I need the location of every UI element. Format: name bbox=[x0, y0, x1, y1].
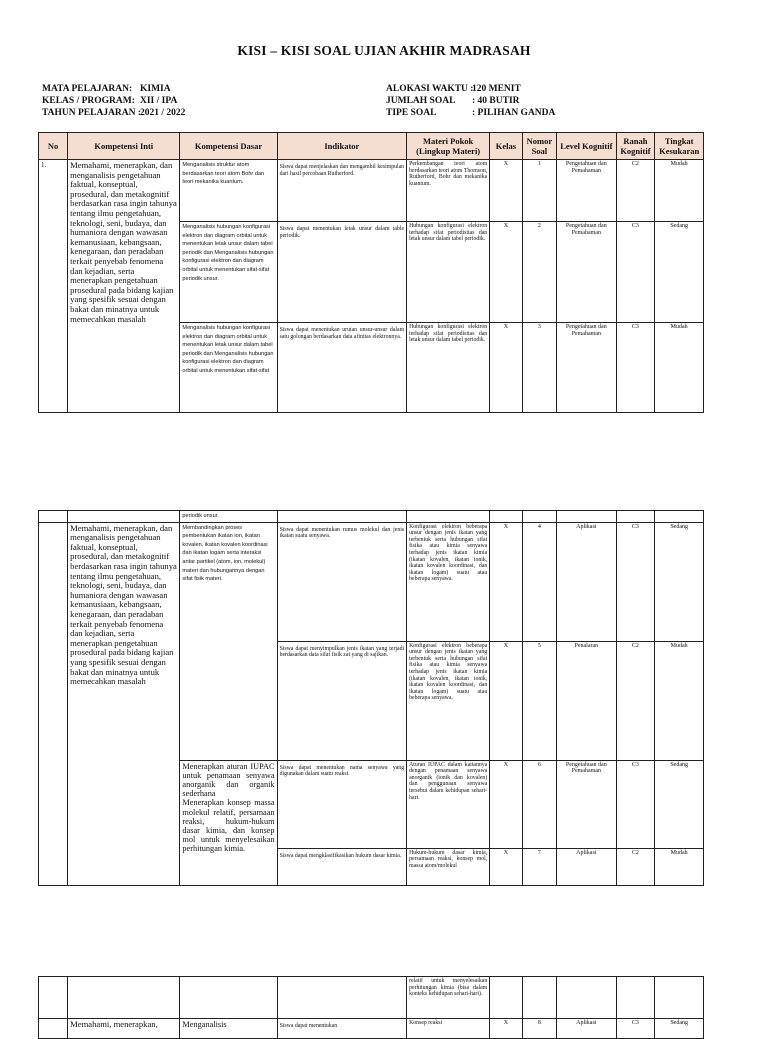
kelas-value: XII / IPA bbox=[140, 96, 178, 106]
level-kognitif-cell: Aplikasi bbox=[557, 848, 616, 885]
waktu-label: ALOKASI WAKTU : bbox=[386, 84, 474, 94]
ranah-kognitif-cell: C3 bbox=[616, 522, 655, 641]
row-number bbox=[39, 1019, 68, 1039]
indikator-cell: Siswa dapat mengklasifikasikan hukum dasar kimia. bbox=[277, 848, 407, 885]
header-row bbox=[39, 133, 704, 160]
tingkat-kesukaran-cell: Sedang bbox=[655, 522, 704, 641]
kelas-cell: X bbox=[490, 222, 522, 323]
kelas-cell: X bbox=[490, 160, 522, 222]
nomor-soal-cell: 7 bbox=[522, 848, 557, 885]
materi-pokok-cell: Konsep reaksi bbox=[407, 1019, 490, 1039]
nomor-soal-cell bbox=[522, 511, 557, 523]
ranah-kognitif-cell bbox=[616, 977, 655, 1019]
tahun-value: 2021 / 2022 bbox=[140, 108, 186, 118]
level-kognitif-cell: Aplikasi bbox=[557, 1019, 616, 1039]
kompetensi-dasar-cell: periodik unsur. bbox=[180, 511, 277, 523]
tingkat-kesukaran-cell: Sedang bbox=[655, 1019, 704, 1039]
indikator-cell: Siswa dapat menentukan urutan unsur-unsur dalam satu golongan berdasarkan data afinitas elektronnya. bbox=[277, 323, 407, 413]
header-no: No bbox=[39, 133, 68, 160]
nomor-soal-cell: 4 bbox=[522, 522, 557, 641]
indikator-cell bbox=[277, 511, 407, 523]
tingkat-kesukaran-cell bbox=[655, 511, 704, 523]
header-materi-pokok: Materi Pokok (Lingkup Materi) bbox=[407, 133, 490, 160]
nomor-soal-cell: 5 bbox=[522, 641, 557, 760]
tingkat-kesukaran-cell: Sedang bbox=[655, 222, 704, 323]
tingkat-kesukaran-cell: Mudah bbox=[655, 160, 704, 222]
meta-left bbox=[42, 83, 185, 119]
level-kognitif-cell: Pengetahuan dan Pemahaman bbox=[557, 160, 616, 222]
kd-mol-text: Menerapkan konsep massa molekul relatif, persamaan reaksi, hukum-hukum dasar kimia, dan konsep mol untuk menyelesaikan perhitungan kimia. bbox=[182, 798, 275, 854]
kompetensi-inti-cell bbox=[68, 977, 180, 1019]
row-number bbox=[39, 977, 68, 1019]
ranah-kognitif-cell: C3 bbox=[616, 760, 655, 848]
header-level-kognitif: Level Kognitif bbox=[557, 133, 616, 160]
indikator-cell: Siswa dapat menentukan rumus molekul dan jenis ikatan suatu senyawa. bbox=[277, 522, 407, 641]
header-kelas: Kelas bbox=[490, 133, 522, 160]
nomor-soal-cell bbox=[522, 977, 557, 1019]
mapel-value: KIMIA bbox=[140, 84, 171, 94]
header-ranah-kognitif: Ranah Kognitif bbox=[616, 133, 655, 160]
header-tingkat-kesukaran: Tingkat Kesukaran bbox=[655, 133, 704, 160]
kompetensi-dasar-cell: Menganalisis hubungan konfigurasi elektron dan diagram orbital untuk menentukan letak unsur dalam tabel periodik dan Menganalisis hubungan konfigurasi elektron dan diagram orbital untuk menentukan sifat-sifat bbox=[180, 323, 277, 413]
materi-pokok-cell: Aturan IUPAC dalam kaitannya dengan penamaan senyawa anorganik (ionik dan kovalen) dan penggunaan senyawa tersebut dalam kehidupan sehari-hari. bbox=[407, 760, 490, 848]
kompetensi-inti-cell bbox=[68, 511, 180, 523]
indikator-cell bbox=[277, 977, 407, 1019]
kompetensi-dasar-cell: Menganalisis struktur atom berdasarkan teori atom Bohr dan teori mekanika kuantum. bbox=[180, 160, 277, 222]
ranah-kognitif-cell: C2 bbox=[616, 641, 655, 760]
ranah-kognitif-cell bbox=[616, 511, 655, 523]
ranah-kognitif-cell: C3 bbox=[616, 1019, 655, 1039]
level-kognitif-cell: Pengetahuan dan Pemahaman bbox=[557, 760, 616, 848]
jumlah-label: JUMLAH SOAL bbox=[386, 96, 456, 106]
table-row bbox=[39, 522, 704, 641]
indikator-cell: Siswa dapat menjelaskan dan mengambil kesimpulan dari hasil percobaan Rutherford. bbox=[277, 160, 407, 222]
row-number: 1. bbox=[39, 160, 68, 413]
table-row bbox=[39, 977, 704, 1019]
level-kognitif-cell bbox=[557, 511, 616, 523]
kompetensi-dasar-cell: Menganalisis hubungan konfigurasi elektron dan diagram orbital untuk menentukan letak unsur dalam tabel periodik dan Menganalisis hubungan konfigurasi elektron dan diagram orbital untuk menentukan sifat-sifat periodik unsur. bbox=[180, 222, 277, 323]
ranah-kognitif-cell: C3 bbox=[616, 323, 655, 413]
indikator-cell: Siswa dapat menentukan letak unsur dalam table periodik. bbox=[277, 222, 407, 323]
tahun-label: TAHUN PELAJARAN : bbox=[42, 108, 142, 118]
indikator-cell: Siswa dapat menyimpulkan jenis ikatan yang terjadi berdasarkan data sifat fisik zat yang di sajikan. bbox=[277, 641, 407, 760]
header-indikator: Indikator bbox=[277, 133, 407, 160]
tingkat-kesukaran-cell: Sedang bbox=[655, 760, 704, 848]
kelas-cell: X bbox=[490, 760, 522, 848]
header-kompetensi-inti: Kompetensi Inti bbox=[68, 133, 180, 160]
kompetensi-inti-cell: Memahami, menerapkan, dan menganalisis pengetahuan faktual, konseptual, prosedural, dan metakognitif berdasarkan rasa ingin tahunya tentang ilmu pengetahuan, teknologi, seni, budaya, dan humaniora dengan wawasan kemanusiaan, kebangsaan, kenegaraan, dan peradaban terkait penyebab fenomena dan kejadian, serta menerapkan pengetahuan prosedural pada bidang kajian yang spesifik sesuai dengan bakat dan minatnya untuk memecahkan masalah bbox=[68, 522, 180, 885]
kelas-cell: X bbox=[490, 323, 522, 413]
level-kognitif-cell: Pengetahuan dan Pemahaman bbox=[557, 222, 616, 323]
kompetensi-dasar-cell: Membandingkan proses pembentukan ikatan ion, ikatan kovalen, ikatan kovalen koordinasi dan ikatan logam serta interaksi antar partikel (atom, ion, molekul) materi dan hubungannya dengan sifat fisik materi. bbox=[180, 522, 277, 760]
tingkat-kesukaran-cell: Mudah bbox=[655, 323, 704, 413]
level-kognitif-cell: Penalaran bbox=[557, 641, 616, 760]
kompetensi-inti-cell: Memahami, menerapkan, bbox=[68, 1019, 180, 1039]
nomor-soal-cell: 3 bbox=[522, 323, 557, 413]
materi-pokok-cell: Konfigurasi elektron beberapa unsur dengan jenis ikatan yang terbentuk serta hubungan sifat fisika atau kimia senyawa terhadap jenis ikatan kimia (ikatan kovalen, ikatan ionik, ikatan kovalen koordinasi, dan ikatan logam) suatu atau beberapa senyawa. bbox=[407, 522, 490, 641]
materi-pokok-cell: Hubungan konfigurasi elektron terhadap sifat periodisitas dan letak unsur dalam tabel periodik. bbox=[407, 323, 490, 413]
row-number bbox=[39, 522, 68, 885]
table-row bbox=[39, 511, 704, 523]
kelas-cell: X bbox=[490, 1019, 522, 1039]
kelas-cell: X bbox=[490, 522, 522, 641]
kd-iupac-text: Menerapkan aturan IUPAC untuk penamaan senyawa anorganik dan organik sederhana bbox=[182, 761, 275, 799]
header-nomor-soal: Nomor Soal bbox=[522, 133, 557, 160]
tingkat-kesukaran-cell: Mudah bbox=[655, 641, 704, 760]
kelas-cell: X bbox=[490, 641, 522, 760]
jumlah-value: : 40 BUTIR bbox=[472, 96, 520, 106]
nomor-soal-cell: 1 bbox=[522, 160, 557, 222]
kisi-table-page1 bbox=[38, 132, 704, 413]
kelas-label: KELAS / PROGRAM: bbox=[42, 96, 135, 106]
ranah-kognitif-cell: C2 bbox=[616, 848, 655, 885]
document-title: KISI – KISI SOAL UJIAN AKHIR MADRASAH bbox=[237, 43, 531, 58]
kisi-table-page3 bbox=[38, 976, 704, 1039]
materi-pokok-cell: Hukum-hukum dasar kimia, persamaan reaksi, konsep mol, massa atom/molekul bbox=[407, 848, 490, 885]
kompetensi-inti-cell: Memahami, menerapkan, dan menganalisis pengetahuan faktual, konseptual, prosedural, dan metakognitif berdasarkan rasa ingin tahunya tentang ilmu pengetahuan, teknologi, seni, budaya, dan humaniora dengan wawasan kemanusiaan, kebangsaan, kenegaraan, dan peradaban terkait penyebab fenomena dan kejadian, serta menerapkan pengetahuan prosedural pada bidang kajian yang spesifik sesuai dengan bakat dan minatnya untuk memecahkan masalah bbox=[68, 160, 180, 413]
tingkat-kesukaran-cell: Mudah bbox=[655, 848, 704, 885]
ranah-kognitif-cell: C2 bbox=[616, 160, 655, 222]
kompetensi-dasar-cell: Menganalisis bbox=[180, 1019, 277, 1039]
meta-right bbox=[386, 83, 555, 119]
waktu-value: 120 MENIT bbox=[472, 84, 521, 94]
kelas-cell bbox=[490, 977, 522, 1019]
kelas-cell bbox=[490, 511, 522, 523]
nomor-soal-cell: 6 bbox=[522, 760, 557, 848]
tingkat-kesukaran-cell bbox=[655, 977, 704, 1019]
materi-pokok-cell bbox=[407, 511, 490, 523]
indikator-cell: Siswa dapat menentukan nama senyawa yang digunakan dalam suatu reaksi. bbox=[277, 760, 407, 848]
level-kognitif-cell bbox=[557, 977, 616, 1019]
nomor-soal-cell: 8 bbox=[522, 1019, 557, 1039]
tipe-value: : PILIHAN GANDA bbox=[472, 108, 556, 118]
kisi-table-page2 bbox=[38, 510, 704, 886]
nomor-soal-cell: 2 bbox=[522, 222, 557, 323]
kelas-cell: X bbox=[490, 848, 522, 885]
materi-pokok-cell: relatif untuk menyelesaikan perhitungan kimia (bisa dalam konteks kehidupan sehari-hari). bbox=[407, 977, 490, 1019]
tipe-label: TIPE SOAL bbox=[386, 108, 437, 118]
materi-pokok-cell: Perkembangan teori atom berdasarkan teori atom Thomson, Rutherford, Bohr dan mekanika kuantum. bbox=[407, 160, 490, 222]
level-kognitif-cell: Aplikasi bbox=[557, 522, 616, 641]
level-kognitif-cell: Pengetahuan dan Pemahaman bbox=[557, 323, 616, 413]
materi-pokok-cell: Hubungan konfigurasi elektron terhadap sifat periodisitas dan letak unsur dalam tabel periodik. bbox=[407, 222, 490, 323]
row-number bbox=[39, 511, 68, 523]
kompetensi-dasar-cell bbox=[180, 977, 277, 1019]
materi-pokok-cell: Konfigurasi elektron beberapa unsur dengan jenis ikatan yang terbentuk serta hubungan sifat fisika atau kimia senyawa terhadap jenis ikatan kimia (ikatan kovalen, ikatan ionik, ikatan kovalen koordinasi, dan ikatan logam) suatu atau beberapa senyawa. bbox=[407, 641, 490, 760]
mapel-label: MATA PELAJARAN: bbox=[42, 84, 133, 94]
table-row bbox=[39, 1019, 704, 1039]
kompetensi-dasar-cell bbox=[180, 760, 277, 885]
indikator-cell: Siswa dapat menentukan bbox=[277, 1019, 407, 1039]
table-row bbox=[39, 160, 704, 222]
ranah-kognitif-cell: C3 bbox=[616, 222, 655, 323]
header-kompetensi-dasar: Kompetensi Dasar bbox=[180, 133, 277, 160]
